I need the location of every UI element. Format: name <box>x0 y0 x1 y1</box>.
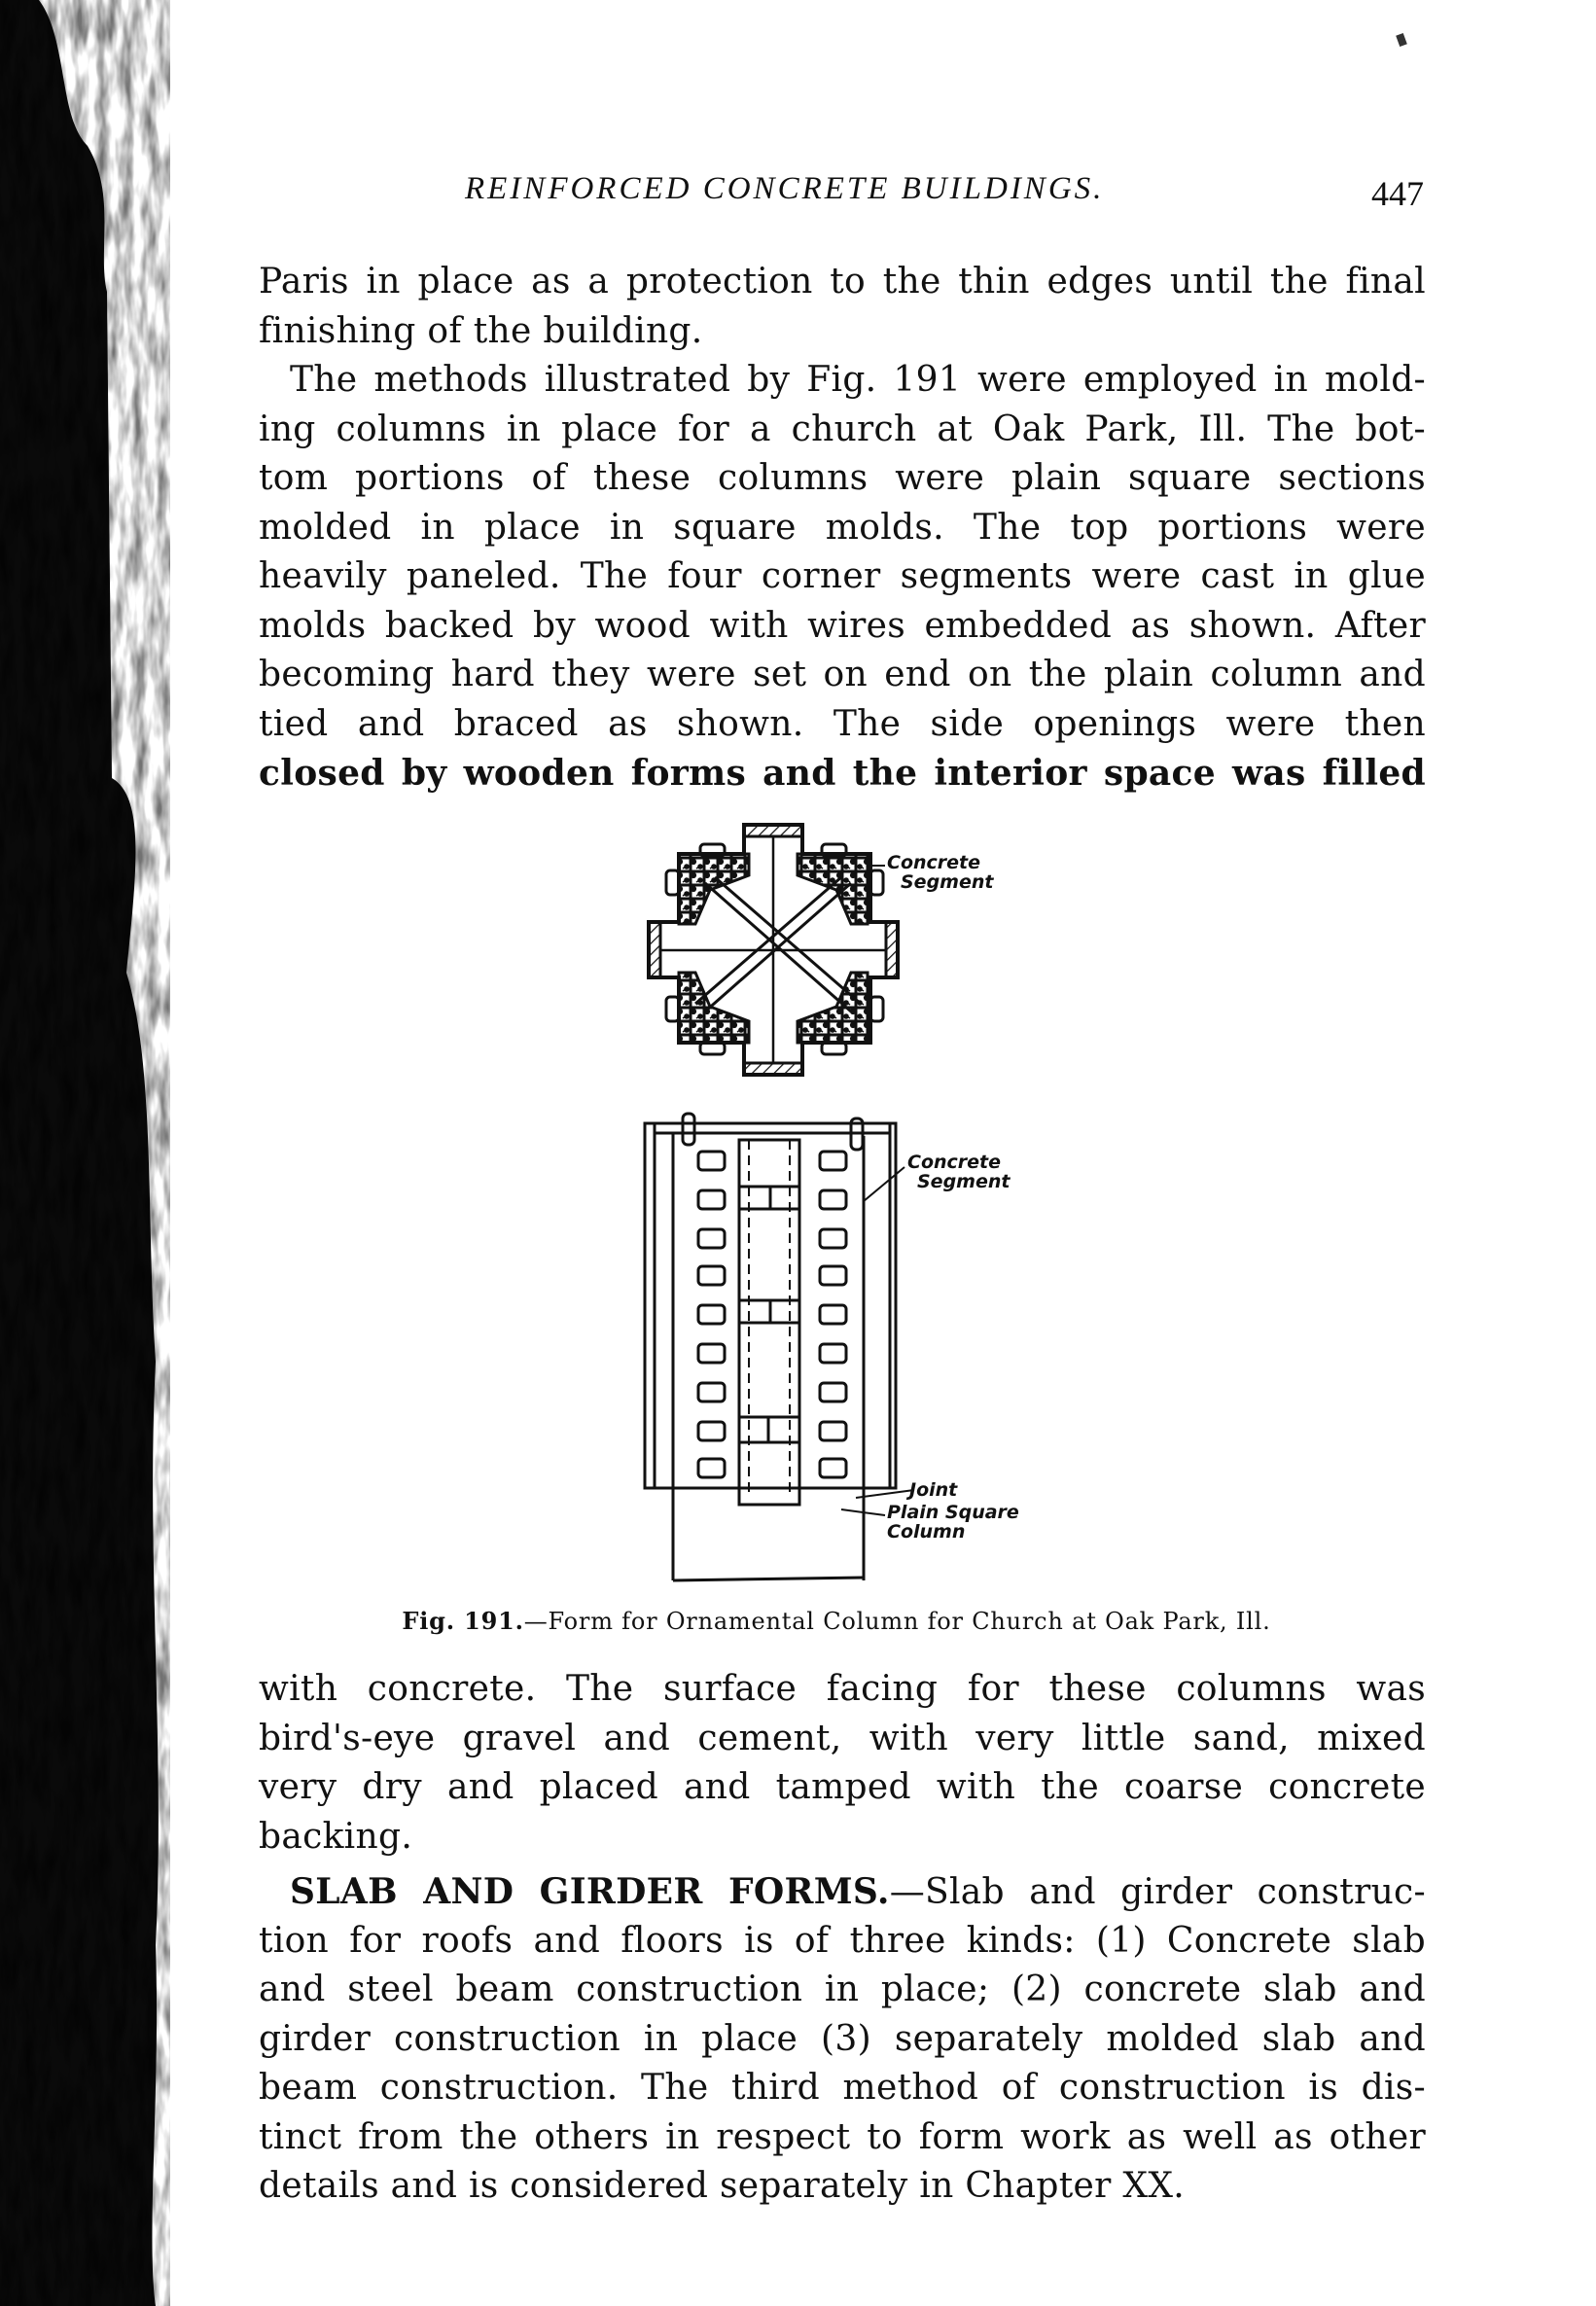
column-form-drawing <box>622 817 1089 1595</box>
joint-label: Joint <box>909 1479 958 1501</box>
text-line: bird's-eye gravel and cement, with very little sand, mixed <box>259 1718 1426 1758</box>
scan-mark <box>1396 33 1407 47</box>
text-line: heavily paneled. The four corner segments were cast in glue <box>259 556 1426 596</box>
caption-text: —Form for Ornamental Column for Church at Oak Park, Ill. <box>523 1608 1271 1635</box>
text-line: molds backed by wood with wires embedded as shown. After <box>259 605 1426 646</box>
text-line: girder construction in place (3) separately molded slab and <box>259 2018 1426 2059</box>
text-line: The methods illustrated by Fig. 191 were employed in mold- <box>290 360 1426 400</box>
text-line: tied and braced as shown. The side openings were then <box>259 703 1426 744</box>
paragraph-continued-after-figure <box>259 1665 1426 1862</box>
figure-number: Fig. 191. <box>402 1607 524 1635</box>
plan-view <box>649 825 898 1075</box>
text-line: finishing of the building. <box>259 310 703 351</box>
text-line: molded in place in square molds. The top portions were <box>259 507 1426 548</box>
text-line: Paris in place as a protection to the thin edges until the final <box>259 262 1426 302</box>
text-line: very dry and placed and tamped with the coarse concrete <box>259 1767 1426 1807</box>
text-line: tom portions of these columns were plain square sections <box>259 458 1426 498</box>
figure-caption <box>292 1607 1381 1635</box>
label-line: Concrete <box>887 852 981 873</box>
label-line: Segment <box>901 871 994 893</box>
running-head: REINFORCED CONCRETE BUILDINGS. <box>465 171 1105 206</box>
elevation-concrete-segment-label <box>907 1153 1010 1191</box>
text-line: details and is considered separately in Chapter XX. <box>259 2166 1185 2206</box>
page-number: 447 <box>1371 174 1424 213</box>
text-line <box>259 1867 1426 1917</box>
panel-boxes <box>698 1152 846 1477</box>
text-line: beam construction. The third method of construction is dis- <box>259 2068 1426 2108</box>
section-slab-and-girder-forms <box>259 1867 1426 2212</box>
text-line: tinct from the others in respect to form work as well as other <box>259 2116 1426 2157</box>
text-line: tion for roofs and floors is of three kinds: (1) Concrete slab <box>259 1920 1426 1961</box>
label-line: Concrete <box>907 1152 1002 1173</box>
heading-run-on-text: —Slab and girder construc- <box>889 1872 1426 1912</box>
label-line: Plain Square <box>887 1502 1019 1523</box>
page-header <box>261 171 1424 220</box>
text-line: with concrete. The surface facing for these columns was <box>259 1669 1426 1709</box>
text-line: backing. <box>259 1816 413 1857</box>
elevation-view <box>645 1114 914 1580</box>
plan-concrete-segment-label <box>887 853 993 892</box>
plain-square-column-label <box>887 1503 1019 1542</box>
text-line: ing columns in place for a church at Oak Park, Ill. The bot- <box>259 408 1426 449</box>
paragraph-continuation <box>259 258 1426 798</box>
text-line: becoming hard they were set on end on the plain column and <box>259 655 1426 694</box>
scan-edge-shadow <box>0 0 170 2306</box>
figure-191 <box>622 817 1089 1595</box>
label-line: Segment <box>917 1171 1011 1192</box>
section-heading: SLAB AND GIRDER FORMS. <box>290 1871 890 1912</box>
label-line: Column <box>887 1521 966 1543</box>
text-line: and steel beam construction in place; (2) concrete slab and <box>259 1969 1426 2009</box>
text-line: closed by wooden forms and the interior space was filled <box>259 753 1426 794</box>
